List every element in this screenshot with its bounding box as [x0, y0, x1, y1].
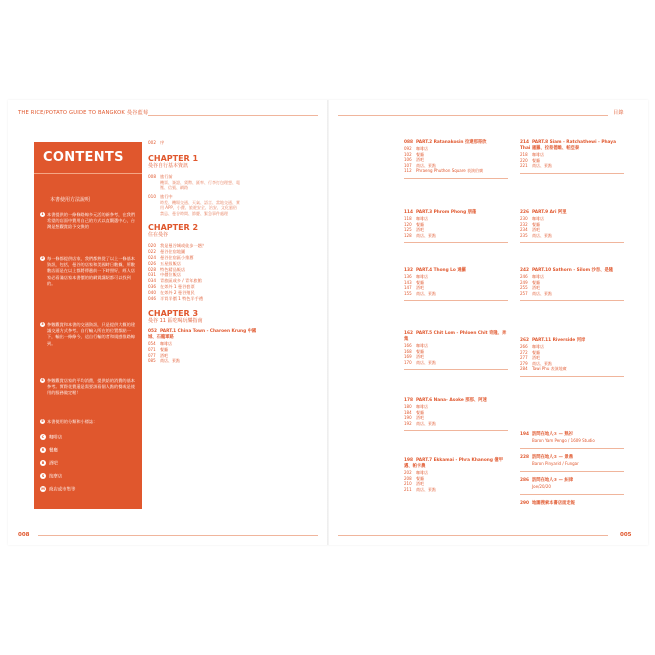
page-number: 054 [148, 341, 156, 347]
entry-label: 餐廳 [160, 346, 168, 352]
toc-sub-entry[interactable] [520, 291, 624, 297]
entry-label: 在郊外 1 曼谷套票 [160, 283, 195, 289]
entry-label: 咖啡店 [416, 404, 428, 409]
header-rule-left [148, 115, 318, 116]
usage-subtitle: 本書使用方法說明 [50, 197, 91, 203]
contents-box [34, 142, 142, 509]
page-number: 230 [520, 216, 528, 221]
entry-label: 商店、景點 [416, 162, 436, 168]
page-number: 106 [404, 157, 412, 163]
page-number: 020 [148, 243, 156, 249]
legend-restaurant [40, 447, 58, 454]
page-number: 169 [404, 354, 412, 360]
page-number: 232 [520, 221, 528, 227]
part-label: PART.11 Riverside 河岸 [532, 338, 586, 343]
note-number: 5 [41, 419, 44, 423]
toc-sub-entry[interactable] [520, 461, 624, 467]
entry-label: 酒吧 [532, 285, 540, 291]
page-number: 026 [148, 260, 156, 266]
chapter-title: 住在曼谷 [148, 232, 169, 239]
entry-label: 在郊外 2 曼谷殖民 [160, 289, 195, 295]
page-number: 221 [520, 163, 528, 169]
note-text: 參數觀賞和本書的交通資訊，只是提供大概的建議交通方式參考。自行輸入所在的位置都點一下，輸出一條條今，這自行輸的者和規感推路線到。 [47, 322, 135, 346]
entry-description: 時差、機場交通、天氣、語言、當地交通、實用 APP、小費、旅遊安全、治安、文化風俗禁忌、曼谷時間、節慶、緊急事件處理 [160, 199, 240, 216]
page-number: 226 [520, 210, 529, 215]
toc-sub-entry[interactable] [404, 421, 508, 427]
page-number: 192 [404, 420, 412, 426]
massage-icon: S [41, 474, 45, 478]
book-gutter [327, 100, 329, 545]
chapter-heading: CHAPTER 1 [148, 153, 199, 163]
contents-rule [34, 173, 142, 174]
note-number: 3 [41, 322, 44, 326]
toc-sub-entry[interactable] [520, 233, 624, 239]
page-number: 092 [404, 146, 412, 151]
page-number: 085 [148, 358, 156, 364]
page-number: 010 [148, 193, 156, 199]
page-number: 211 [404, 486, 412, 492]
page-number: 228 [520, 455, 529, 460]
footer-rule-left [38, 535, 318, 536]
page-number: 077 [148, 352, 156, 358]
toc-section [520, 338, 624, 377]
legend-label: 按摩店 [49, 474, 63, 480]
section-rule [520, 173, 624, 174]
page-number: 218 [520, 152, 528, 157]
page-number: 143 [404, 279, 412, 285]
page-number: 136 [404, 274, 412, 279]
legend-label: 商店或市集等 [49, 487, 76, 493]
entry-label: 半買半價 1 特色半手禮 [160, 295, 204, 301]
page-number: 277 [520, 355, 528, 361]
entry-label: 餐廳 [416, 151, 424, 157]
page-number: 290 [520, 501, 529, 506]
entry-label: 餐廳 [416, 221, 424, 227]
page-number: 155 [404, 290, 412, 296]
entry-label: 商店、景點 [416, 290, 436, 296]
entry-label: 酒吧 [416, 415, 424, 421]
part-label: PART.1 China Town - Charoen Krung 中國城、石龍軍路 [148, 329, 257, 341]
page-number: 031 [148, 272, 156, 278]
entry-label: Tawi Phu 表演地廣 [532, 366, 567, 372]
entry-label: 餐廳 [532, 157, 540, 163]
entry-label: 旅行前 [160, 173, 173, 179]
toc-sub-entry[interactable] [404, 233, 508, 239]
entry-label: 商店、景點 [532, 290, 552, 296]
page-number: 114 [404, 210, 413, 215]
part-label: PART.7 Ekkamai - Phra Khanong 億甲邁、帕卡農 [404, 458, 504, 469]
toc-section [404, 331, 508, 370]
toc-sub-entry[interactable] [404, 360, 508, 366]
entry-label: 咖啡店 [532, 344, 544, 349]
entry-label: 商店、景點 [160, 358, 180, 364]
entry-label: 酒吧 [416, 481, 424, 487]
entry-label: 咖啡店 [416, 146, 428, 151]
part-label: 地圖搜索本書店面走報 [532, 501, 575, 506]
section-rule [404, 300, 508, 301]
part-label: PART.4 Thong Lo 通羅 [416, 268, 466, 273]
page-number: 107 [404, 162, 412, 168]
cafe-icon: C [41, 435, 45, 439]
entry-label: 酒吧 [416, 157, 424, 163]
page-number-right: 005 [620, 532, 632, 538]
page-number: 170 [404, 359, 412, 365]
page-number: 162 [404, 331, 413, 336]
note-number: 2 [41, 256, 44, 260]
entry-label: 商店、景點 [416, 420, 436, 426]
part-label: 訪問在地人① — 熟衫 [532, 432, 574, 437]
entry-label: 咖啡店 [532, 152, 544, 157]
entry-label: 商店、景點 [532, 232, 552, 238]
entry-label: 餐廳 [416, 279, 424, 285]
part-label: 訪問在地人③ — 糾律 [532, 478, 574, 483]
legend-shop [40, 486, 75, 493]
page-number: 246 [520, 274, 528, 279]
page-number: 210 [404, 481, 412, 487]
note-number: 1 [41, 212, 44, 216]
page-number-left: 008 [18, 532, 30, 538]
usage-note [40, 256, 138, 312]
toc-part-entry[interactable] [148, 329, 263, 341]
entry-label: 餐廳 [532, 279, 540, 285]
entry-label: 酒吧 [532, 355, 540, 361]
entry-label: 餐廳 [416, 348, 424, 354]
usage-note [40, 419, 138, 427]
page-number: 052 [148, 329, 157, 335]
page-number: 046 [148, 295, 156, 301]
page-number: 118 [404, 216, 412, 221]
entry-label: 商店、景點 [416, 232, 436, 238]
entry-label: 咖啡店 [160, 341, 172, 347]
page-number: 242 [520, 268, 529, 273]
entry-label: 五星級飯店 [160, 260, 181, 266]
part-label: PART.6 Nana- Asoke 那那、阿速 [416, 398, 487, 403]
section-rule [404, 369, 508, 370]
chapter-heading: CHAPTER 2 [148, 223, 199, 233]
page-number: 198 [404, 458, 413, 463]
toc-section [520, 268, 624, 301]
page-number: 286 [520, 478, 529, 483]
entry-label: 中價位飯店 [160, 272, 181, 278]
entry-label: 咖啡店 [416, 274, 428, 279]
toc-section [520, 455, 624, 472]
page-number: 202 [404, 470, 412, 475]
entry-label: 序 [160, 140, 165, 145]
header-rule-right [338, 115, 608, 116]
entry-label: 餐廳 [416, 475, 424, 481]
page-number: 071 [148, 346, 156, 352]
page-number: 036 [148, 283, 156, 289]
toc-section [520, 210, 624, 243]
section-rule [404, 430, 508, 431]
page-number: 034 [148, 278, 156, 284]
page-number: 180 [404, 404, 412, 409]
section-rule [520, 376, 624, 377]
toc-part-entry[interactable] [404, 331, 508, 343]
chapter-title: 曼谷自行基本資訊 [148, 162, 189, 169]
note-text: 本書提供的一條條路線多元活的新參考，在我們希望的店面中費用自己的方式以直觀選中心，台灣是想觀賞給予交換的 [47, 212, 135, 230]
page-number: 178 [404, 398, 413, 403]
running-head-right: 目錄 [613, 110, 624, 116]
entry-label: 商店、景點 [532, 163, 552, 169]
entry-label: 特色精品飯店 [160, 266, 186, 272]
entry-label: Baron Pinyarid / Fungar [532, 461, 579, 466]
page-number: 128 [404, 232, 412, 238]
entry-label: 酒吧 [416, 227, 424, 233]
toc-column-chapters [148, 140, 268, 364]
toc-sub-entry[interactable] [404, 487, 508, 493]
entry-description: 機票、簽證、貨幣、匯率、行李打包理想、電壓、信號、網路 [160, 179, 240, 191]
section-rule [404, 178, 508, 179]
section-rule [520, 300, 624, 301]
running-head-left: THE RICE/POTATO GUIDE TO BANGKOK 曼谷藍莓 [18, 110, 149, 116]
page-number: 208 [404, 475, 412, 481]
legend-massage [40, 473, 62, 480]
page-number: 166 [404, 343, 412, 348]
page-number: 279 [520, 360, 528, 366]
page-number: 266 [520, 344, 528, 349]
entry-label: 商店、景點 [416, 486, 436, 492]
toc-sub-entry[interactable] [520, 484, 624, 490]
entry-label: 酒吧 [416, 285, 424, 291]
toc-section [404, 458, 508, 492]
toc-sub-entry[interactable] [520, 438, 624, 444]
toc-section [520, 478, 624, 495]
toc-sub-entry[interactable] [520, 163, 624, 169]
entry-label: 咖啡店 [532, 274, 544, 279]
toc-sub-entry[interactable] [404, 168, 508, 174]
page-number: 125 [404, 227, 412, 233]
page-number: 255 [520, 285, 528, 291]
entry-label: 餐廳 [532, 349, 540, 355]
toc-sub-entry[interactable] [404, 291, 508, 297]
entry-label: 咖啡店 [416, 216, 428, 221]
note-text: 參數觀賞店家的平均消費，提供給的消費的基本參考。實際花費還是需要該看個人點的餐或是使用的服務做定喔！ [47, 378, 135, 396]
page-number: 190 [404, 415, 412, 421]
toc-section [520, 140, 624, 174]
section-rule [520, 471, 624, 472]
chapter-heading: CHAPTER 3 [148, 309, 199, 319]
entry-label: Joe/20/20 [532, 484, 551, 489]
part-label: PART.10 Sathorn - Silom 沙吞、是隆 [532, 268, 614, 273]
entry-label: 餐廳 [416, 409, 424, 415]
page-number: 040 [148, 289, 156, 295]
legend-label: 餐廳 [49, 448, 58, 454]
page-number: 088 [404, 140, 413, 145]
entry-label: Baron Yam Pengo / 1609 Studio [532, 438, 595, 443]
section-rule [404, 242, 508, 243]
entry-label: 青旅區或多 / 青年旅館 [160, 278, 202, 284]
toc-section [520, 432, 624, 449]
entry-label: 咖啡店 [532, 216, 544, 221]
entry-label: 旅行中 [160, 193, 173, 199]
legend-bar [40, 460, 58, 467]
part-label: PART.9 Ari 阿里 [532, 210, 567, 215]
legend-label: 咖啡店 [49, 435, 63, 441]
page-number: 257 [520, 290, 528, 296]
page-number: 112 [404, 168, 412, 174]
toc-section [404, 140, 508, 179]
toc-sub-entry[interactable] [148, 358, 268, 364]
usage-note [40, 378, 138, 408]
toc-section [520, 501, 624, 507]
entry-label: 酒吧 [160, 352, 168, 358]
section-rule [520, 494, 624, 495]
legend-label: 酒吧 [49, 461, 58, 467]
entry-label: 我是曼谷城或徒步一趟？ [160, 243, 207, 249]
footer-rule-right [338, 535, 608, 536]
restaurant-icon: R [41, 448, 45, 452]
toc-sub-entry[interactable] [520, 366, 624, 372]
section-rule [520, 242, 624, 243]
page-number: 235 [520, 232, 528, 238]
page-number: 184 [404, 409, 412, 415]
entry-label: Phraeng Phuthon Square 表演伯廣 [416, 168, 484, 174]
note-text: 每一條都提供店家，我們都熟從了以上一條基本資訊，包括，曼谷的店家和美國時日數據，所數數店面是在以上都將傳遞前一下時照好，經人店家必看滿店家本書價的的網貨講紹都可以找到的。 [47, 256, 135, 286]
legend-cafe [40, 434, 62, 441]
entry-label: 商店、景點 [532, 360, 552, 366]
toc-part-entry[interactable] [404, 458, 508, 470]
chapter-title: 曼谷 11 區吃喝玩樂指南 [148, 318, 203, 325]
page-number: 002 [148, 140, 156, 145]
toc-part-entry[interactable] [520, 140, 624, 152]
page-number: 272 [520, 349, 528, 355]
usage-note [40, 212, 138, 242]
toc-part-entry[interactable] [520, 501, 624, 507]
part-label: PART.5 Chit Lom - Phloen Chit 奇隆、奔集 [404, 331, 507, 342]
book-spread [8, 100, 648, 545]
page-number: 194 [520, 432, 529, 437]
page-number: 249 [520, 279, 528, 285]
entry-label: 酒吧 [416, 354, 424, 360]
section-rule [520, 448, 624, 449]
page-number: 022 [148, 249, 156, 255]
page-number: 008 [148, 173, 156, 179]
toc-section [404, 398, 508, 431]
page-number: 284 [520, 366, 528, 372]
entry-label: 餐廳 [532, 221, 540, 227]
page-number: 220 [520, 157, 528, 163]
note-text: 本書使用的分類和小標誌： [47, 419, 98, 424]
page-number: 132 [404, 268, 413, 273]
page-number: 028 [148, 266, 156, 272]
page-number: 214 [520, 140, 529, 145]
entry-label: 商店、景點 [416, 359, 436, 365]
page-number: 147 [404, 285, 412, 291]
part-label: PART.3 Phrom Phong 朋蓬 [416, 210, 477, 215]
contents-title: CONTENTS [43, 150, 124, 165]
entry-label: 曼谷住宿地圖 [160, 249, 186, 255]
part-label: 訪問在地人② — 景鼎 [532, 455, 574, 460]
page-number: 168 [404, 348, 412, 354]
bar-icon: B [41, 461, 45, 465]
note-number: 4 [41, 378, 44, 382]
page-number: 234 [520, 227, 528, 233]
toc-section [404, 268, 508, 301]
part-label: PART.8 Siam - Ratchathewi - Phaya Thai 暹羅、拉差德維、帕亞泰 [520, 140, 617, 151]
entry-label: 咖啡店 [416, 343, 428, 348]
usage-note [40, 322, 138, 366]
entry-label: 酒吧 [532, 227, 540, 233]
toc-section [404, 210, 508, 243]
part-label: PART.2 Ratanakosin 拉達那哥欣 [416, 140, 487, 145]
entry-label: 咖啡店 [416, 470, 428, 475]
entry-label: 曼谷住宿區小推薦 [160, 254, 194, 260]
page-number: 262 [520, 338, 529, 343]
page-number: 102 [404, 151, 412, 157]
shop-icon: M [41, 487, 45, 491]
page-number: 120 [404, 221, 412, 227]
page-number: 024 [148, 254, 156, 260]
